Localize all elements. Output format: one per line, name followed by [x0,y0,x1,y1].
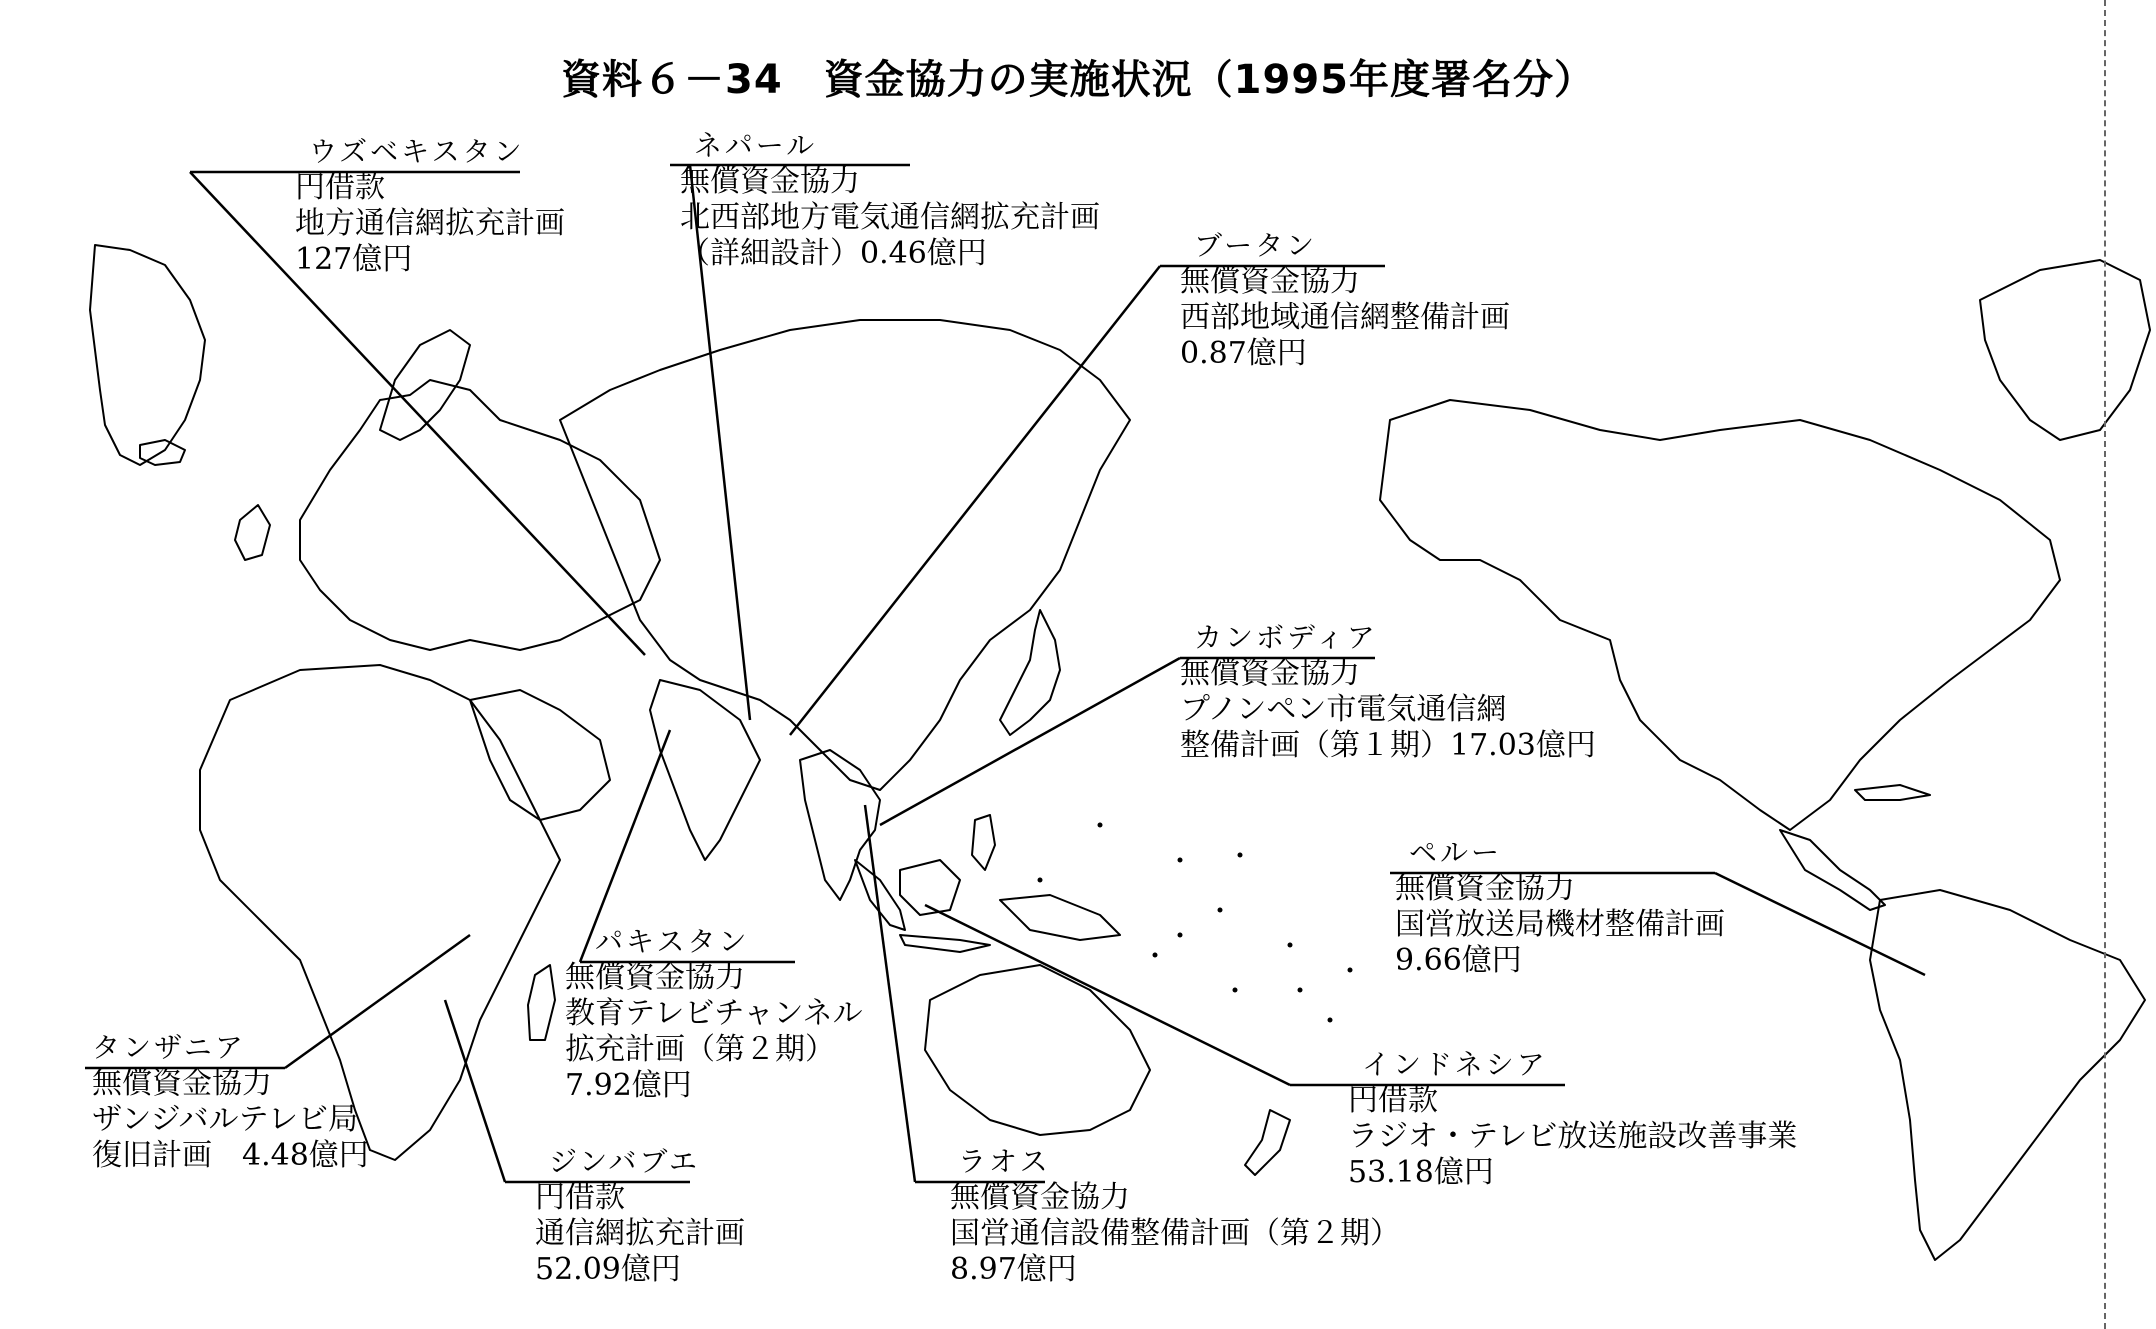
arabia-landmass [470,690,610,820]
project-name: プノンペン市電気通信網 [1180,692,1507,727]
india-landmass [650,680,760,860]
pacific-islands [1038,823,1353,1023]
project-name: 教育テレビチャンネル [565,996,863,1031]
aid-type: 円借款 [295,170,385,205]
country-name: インドネシア [1362,1048,1548,1081]
amount: 52.09億円 [535,1252,681,1287]
annotation-indonesia [1348,1047,1797,1191]
country-name: ペルー [1409,836,1503,869]
title-text: 資金協力の実施状況（1995年度署名分） [823,57,1595,103]
amount-value: 7.92億円 [565,1068,692,1103]
country-name: タンザニア [92,1031,246,1064]
amount: 9.66億円 [1395,943,1522,978]
japan-landmass [1000,610,1060,735]
project-name: ザンジバルテレビ局 [92,1102,358,1137]
aid-type: 無償資金協力 [950,1180,1130,1215]
annotation-cambodia [1180,620,1596,764]
country-name: ウズベキスタン [309,135,525,168]
greenland-right-landmass [1980,260,2150,440]
project-name: 地方通信網拡充計画 [295,206,565,241]
cuba-landmass [1855,785,1930,800]
country-name: カンボディア [1194,621,1378,654]
aid-type: 無償資金協力 [1395,871,1575,906]
australia-landmass [925,965,1150,1135]
country-name: ジンバブエ [549,1145,700,1178]
page-title [0,48,2156,105]
project-name: 国営放送局機材整備計画 [1395,907,1725,942]
amount: 整備計画（第１期）17.03億円 [1180,728,1596,763]
page-edge-rule [2104,0,2106,1329]
project-name: 北西部地方電気通信網拡充計画 [680,200,1100,235]
country-name: ラオス [958,1145,1051,1178]
philippines-landmass [972,815,995,870]
new-guinea-landmass [1000,895,1120,940]
amount: 8.97億円 [950,1252,1077,1287]
amount: 127億円 [295,242,413,277]
central-america-landmass [1780,830,1885,910]
annotation-tanzania [92,1030,369,1174]
annotation-nepal [680,128,1100,272]
aid-type: 円借款 [1348,1083,1438,1118]
aid-type: 円借款 [535,1180,625,1215]
north-america-landmass [1380,400,2060,830]
aid-type: 無償資金協力 [680,164,860,199]
britain-landmass [235,505,270,560]
aid-type: 無償資金協力 [1180,264,1360,299]
project-name: ラジオ・テレビ放送施設改善事業 [1348,1119,1798,1154]
annotation-peru [1395,835,1725,979]
asia-landmass [560,320,1130,790]
java-landmass [900,935,990,952]
country-name: ネパール [694,129,818,162]
country-name: ブータン [1194,229,1318,262]
scandinavia-landmass [380,330,470,440]
amount: （詳細設計）0.46億円 [680,236,987,271]
aid-type: 無償資金協力 [1180,656,1360,691]
amount: 復旧計画 4.48億円 [92,1138,369,1173]
annotation-uzbekistan [295,134,565,278]
country-name: パキスタン [595,925,750,958]
annotation-pakistan [565,924,863,1104]
annotation-zimbabwe [535,1144,745,1288]
project-name: 西部地域通信網整備計画 [1180,300,1510,335]
aid-type: 無償資金協力 [92,1066,272,1101]
amount: 53.18億円 [1348,1155,1494,1190]
project-name: 国営通信設備整備計画（第２期） [950,1216,1400,1251]
annotation-bhutan [1180,228,1510,372]
annotation-laos [950,1144,1400,1288]
amount: 0.87億円 [1180,336,1307,371]
project-name: 通信網拡充計画 [535,1216,745,1251]
europe-landmass [300,380,660,650]
greenland-landmass [90,245,205,465]
amount: 拡充計画（第２期） [565,1032,835,1067]
doc-number: 資料６－34 [561,57,783,103]
madagascar-landmass [528,965,555,1040]
aid-type: 無償資金協力 [565,960,745,995]
